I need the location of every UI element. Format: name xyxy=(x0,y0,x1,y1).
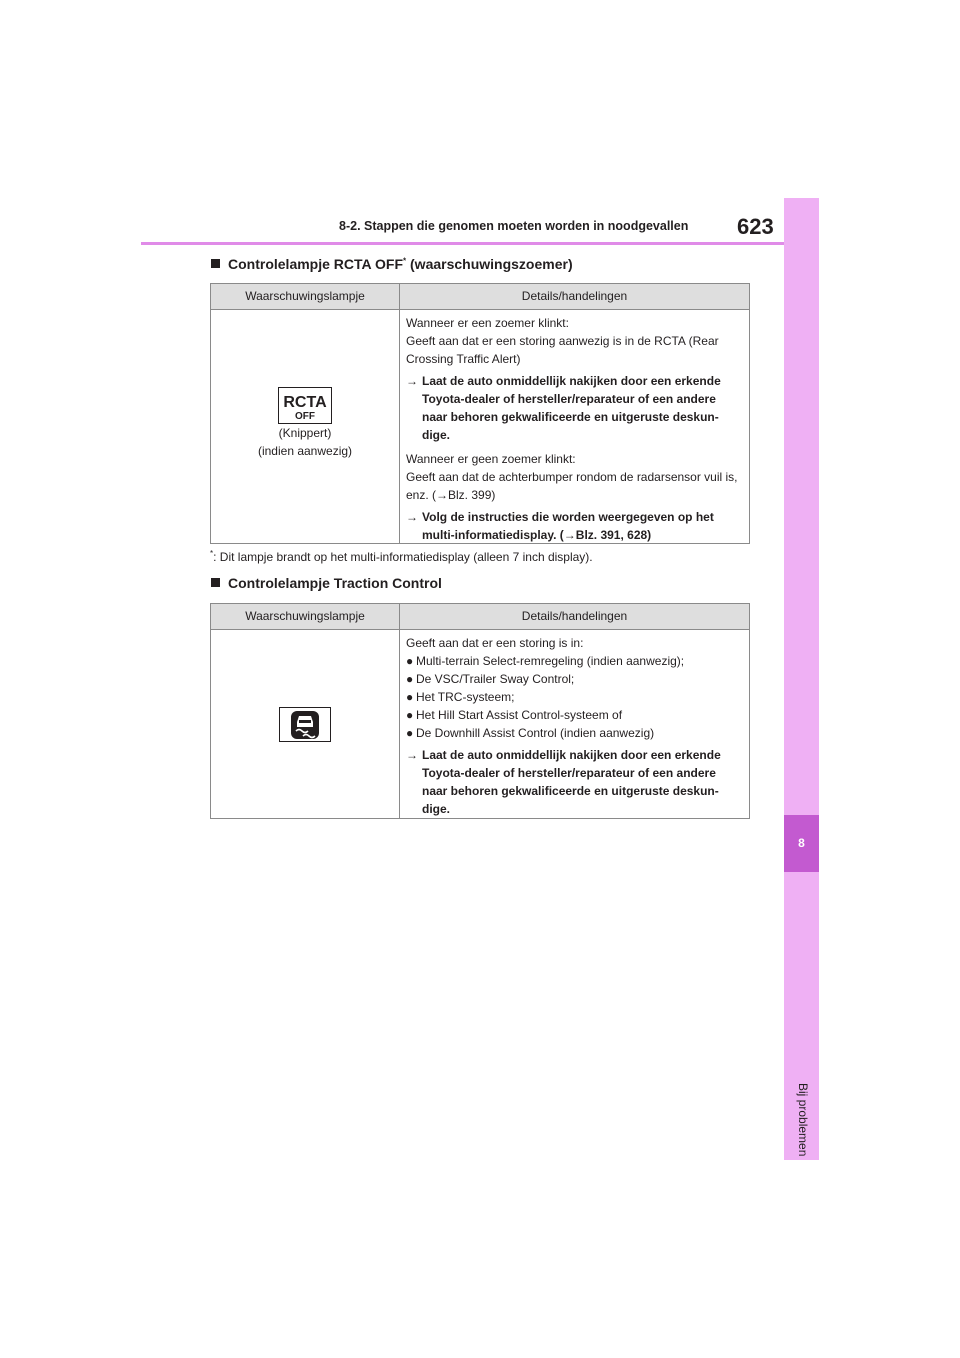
action-text: Laat de auto onmiddellijk nakijken door een erkende Toyota-dealer of hersteller/reparateur of een andere naar behoren gekwalificeerde en uitgeruste deskun-dige. xyxy=(422,748,721,816)
section-header: 8-2. Stappen die genomen moeten worden in noodgevallen xyxy=(339,219,689,233)
arrow-icon: → xyxy=(406,748,418,762)
section-heading-rcta: Controlelampje RCTA OFF* (waarschuwingszoemer) xyxy=(211,256,573,272)
traction-control-icon xyxy=(279,707,331,742)
list-item: ● De VSC/Trailer Sway Control; xyxy=(406,672,575,686)
warning-light-cell xyxy=(211,310,400,544)
page-number: 623 xyxy=(737,214,774,239)
square-bullet-icon xyxy=(211,578,220,587)
footnote: *: Dit lampje brandt op het multi-informatiedisplay (alleen 7 inch display). xyxy=(210,549,593,564)
chapter-label: Bij problemen xyxy=(796,1083,810,1157)
condition-text: Geeft aan dat er een storing aanwezig is in de RCTA (Rear Crossing Traffic Alert) xyxy=(406,334,719,366)
details-cell xyxy=(400,310,749,544)
table-row xyxy=(211,310,749,544)
action-item xyxy=(406,372,743,444)
table-row xyxy=(211,630,749,819)
action-text: Laat de auto onmiddellijk nakijken door een erkende Toyota-dealer of hersteller/reparateur of een andere naar behoren gekwalificeerde en uitgeruste deskun-dige. xyxy=(422,374,721,442)
list-item: ● De Downhill Assist Control (indien aanwezig) xyxy=(406,726,655,740)
details-cell xyxy=(400,630,749,819)
warning-light-cell xyxy=(211,630,400,819)
column-header-light: Waarschuwingslampje xyxy=(211,284,400,309)
warning-table-rcta xyxy=(210,283,750,544)
off-icon-text: OFF xyxy=(295,410,315,422)
header-divider xyxy=(141,242,786,245)
list-item: ● Het TRC-systeem; xyxy=(406,690,515,704)
action-text: Volg de instructies die worden weergegeven op het multi-informatiedisplay. (→Blz. 391, 628) xyxy=(422,510,714,542)
column-header-light: Waarschuwingslampje xyxy=(211,604,400,629)
section-heading-traction: Controlelampje Traction Control xyxy=(211,575,442,591)
action-item xyxy=(406,508,743,544)
condition-text: Geeft aan dat de achterbumper rondom de radarsensor vuil is, enz. (→Blz. 399) xyxy=(406,470,738,502)
condition-title: Wanneer er geen zoemer klinkt: xyxy=(406,452,576,466)
condition-title: Wanneer er een zoemer klinkt: xyxy=(406,316,569,330)
action-item xyxy=(406,746,743,818)
icon-caption-if-equipped: (indien aanwezig) xyxy=(257,443,353,458)
rcta-off-icon xyxy=(278,387,332,424)
condition-text: Geeft aan dat er een storing is in: xyxy=(406,636,584,650)
square-bullet-icon xyxy=(211,259,220,268)
table-header xyxy=(211,604,749,630)
arrow-icon: → xyxy=(406,374,418,388)
table-header xyxy=(211,284,749,310)
chapter-side-tab xyxy=(784,198,819,1160)
list-item: ● Het Hill Start Assist Control-systeem of xyxy=(406,708,623,722)
rcta-icon-text: RCTA xyxy=(283,393,327,411)
list-item: ● Multi-terrain Select-remregeling (indien aanwezig); xyxy=(406,654,685,668)
arrow-icon: → xyxy=(406,510,418,524)
column-header-details: Details/handelingen xyxy=(521,289,628,303)
icon-caption-blink: (Knippert) xyxy=(278,425,332,440)
column-header-details: Details/handelingen xyxy=(521,609,628,623)
warning-table-traction xyxy=(210,603,750,819)
chapter-number: 8 xyxy=(784,815,819,872)
